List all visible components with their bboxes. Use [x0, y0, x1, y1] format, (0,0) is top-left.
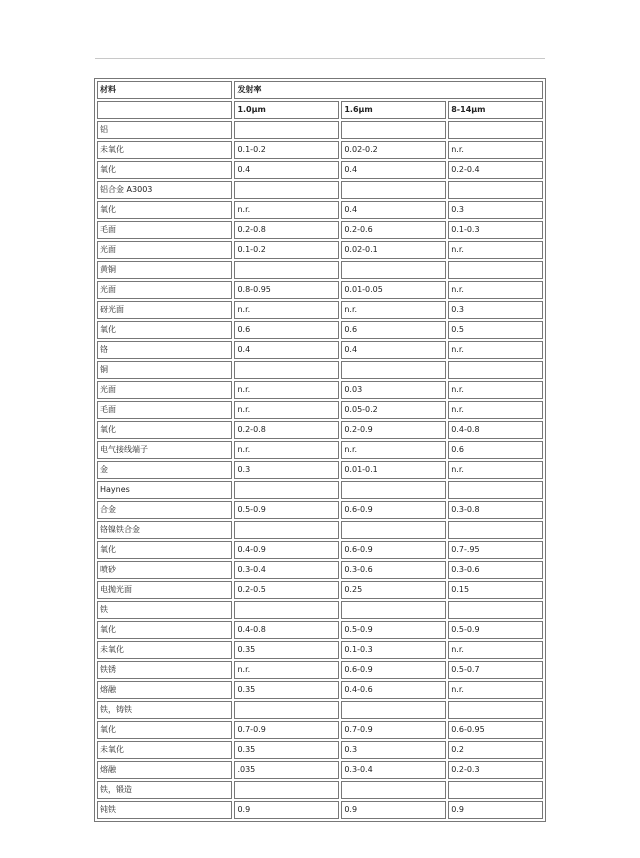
table-row [97, 221, 543, 239]
emissivity-cell [341, 601, 446, 619]
table-row [97, 701, 543, 719]
emissivity-cell: 0.1-0.2 [234, 241, 339, 259]
emissivity-cell: 0.5-0.9 [234, 501, 339, 519]
emissivity-cell [448, 121, 543, 139]
emissivity-cell: 0.8-0.95 [234, 281, 339, 299]
emissivity-cell: 0.2-0.9 [341, 421, 446, 439]
table-row [97, 441, 543, 459]
material-cell: 铁锈 [97, 661, 232, 679]
emissivity-cell [341, 781, 446, 799]
table-row [97, 201, 543, 219]
emissivity-cell [234, 521, 339, 539]
material-cell: 喷砂 [97, 561, 232, 579]
emissivity-cell [448, 361, 543, 379]
emissivity-cell [341, 701, 446, 719]
material-cell: 氧化 [97, 161, 232, 179]
material-cell: 光面 [97, 241, 232, 259]
emissivity-cell: 0.3-0.6 [341, 561, 446, 579]
emissivity-cell [448, 521, 543, 539]
table-row [97, 281, 543, 299]
material-cell: 氧化 [97, 421, 232, 439]
emissivity-cell [341, 121, 446, 139]
table-row [97, 661, 543, 679]
material-cell: 钝铁 [97, 801, 232, 819]
top-divider [95, 58, 545, 59]
emissivity-cell [341, 361, 446, 379]
emissivity-cell: 0.35 [234, 641, 339, 659]
table-row [97, 501, 543, 519]
emissivity-cell: 0.2-0.5 [234, 581, 339, 599]
table-row [97, 421, 543, 439]
emissivity-cell: 0.2-0.4 [448, 161, 543, 179]
emissivity-cell: 0.3 [448, 201, 543, 219]
emissivity-cell: 0.5-0.9 [448, 621, 543, 639]
material-cell: 毛面 [97, 221, 232, 239]
emissivity-cell: 0.2-0.3 [448, 761, 543, 779]
material-cell: 铁，锻造 [97, 781, 232, 799]
emissivity-cell: 0.15 [448, 581, 543, 599]
table-row [97, 461, 543, 479]
emissivity-cell: 0.4 [234, 341, 339, 359]
material-cell: 熔融 [97, 761, 232, 779]
table-row [97, 341, 543, 359]
emissivity-cell: n.r. [448, 141, 543, 159]
emissivity-cell [341, 521, 446, 539]
emissivity-cell: 0.4 [234, 161, 339, 179]
material-cell: 电气接线端子 [97, 441, 232, 459]
emissivity-cell: 0.1-0.2 [234, 141, 339, 159]
material-header: 材料 [97, 81, 232, 99]
table-row [97, 141, 543, 159]
emissivity-cell: n.r. [448, 681, 543, 699]
material-cell: 铬镍铁合金 [97, 521, 232, 539]
table-row [97, 361, 543, 379]
table-row [97, 561, 543, 579]
emissivity-cell: 0.3-0.8 [448, 501, 543, 519]
table-row [97, 481, 543, 499]
material-cell: 未氧化 [97, 141, 232, 159]
emissivity-cell: 0.4 [341, 341, 446, 359]
material-cell: 氧化 [97, 541, 232, 559]
emissivity-cell: 0.5 [448, 321, 543, 339]
material-cell: 熔融 [97, 681, 232, 699]
emissivity-cell: 0.3-0.6 [448, 561, 543, 579]
material-cell: 未氧化 [97, 741, 232, 759]
emissivity-cell: 0.4 [341, 201, 446, 219]
emissivity-cell: 0.35 [234, 681, 339, 699]
material-cell: 合金 [97, 501, 232, 519]
material-cell: 金 [97, 461, 232, 479]
table-row [97, 641, 543, 659]
emissivity-cell [448, 701, 543, 719]
table-row [97, 721, 543, 739]
material-cell: 氧化 [97, 721, 232, 739]
table-row [97, 321, 543, 339]
wavelength-row [97, 101, 543, 119]
emissivity-cell [341, 481, 446, 499]
emissivity-cell: 0.2-0.6 [341, 221, 446, 239]
material-cell: 铝合金 A3003 [97, 181, 232, 199]
material-cell: 黄铜 [97, 261, 232, 279]
emissivity-cell: 0.4-0.8 [234, 621, 339, 639]
emissivity-cell: 0.7-0.9 [234, 721, 339, 739]
material-cell: 铝 [97, 121, 232, 139]
emissivity-cell [234, 121, 339, 139]
emissivity-cell: 0.3 [448, 301, 543, 319]
material-cell: 砑光面 [97, 301, 232, 319]
material-cell: 光面 [97, 381, 232, 399]
table-row [97, 521, 543, 539]
material-cell: 铬 [97, 341, 232, 359]
emissivity-cell: 0.4-0.9 [234, 541, 339, 559]
table-row [97, 241, 543, 259]
material-cell: 电抛光面 [97, 581, 232, 599]
emissivity-cell: 0.9 [234, 801, 339, 819]
emissivity-cell: .035 [234, 761, 339, 779]
emissivity-cell: 0.9 [448, 801, 543, 819]
emissivity-cell: 0.6 [341, 321, 446, 339]
emissivity-cell: 0.6 [234, 321, 339, 339]
emissivity-cell: n.r. [448, 641, 543, 659]
table-row [97, 261, 543, 279]
emissivity-cell [234, 601, 339, 619]
material-cell: 铁 [97, 601, 232, 619]
emissivity-cell: 0.9 [341, 801, 446, 819]
emissivity-cell: 0.6-0.9 [341, 501, 446, 519]
wavelength-header: 1.6μm [341, 101, 446, 119]
emissivity-cell [448, 781, 543, 799]
emissivity-cell: 0.1-0.3 [341, 641, 446, 659]
emissivity-cell [448, 601, 543, 619]
emissivity-cell: 0.2 [448, 741, 543, 759]
emissivity-cell [448, 481, 543, 499]
material-cell: 铜 [97, 361, 232, 379]
emissivity-cell: 0.6 [448, 441, 543, 459]
emissivity-cell [448, 261, 543, 279]
emissivity-cell: 0.35 [234, 741, 339, 759]
emissivity-cell [234, 261, 339, 279]
emissivity-cell: n.r. [448, 401, 543, 419]
emissivity-cell: 0.5-0.7 [448, 661, 543, 679]
emissivity-cell [234, 181, 339, 199]
header-row [97, 81, 543, 99]
material-cell: 光面 [97, 281, 232, 299]
table-row [97, 121, 543, 139]
table-row [97, 181, 543, 199]
material-cell: 氧化 [97, 321, 232, 339]
material-cell: 未氧化 [97, 641, 232, 659]
emissivity-table [94, 78, 546, 822]
table-row [97, 741, 543, 759]
emissivity-cell: 0.01-0.05 [341, 281, 446, 299]
emissivity-cell: 0.1-0.3 [448, 221, 543, 239]
emissivity-cell [341, 181, 446, 199]
emissivity-cell: 0.4-0.6 [341, 681, 446, 699]
emissivity-cell: 0.4 [341, 161, 446, 179]
emissivity-cell: 0.3 [341, 741, 446, 759]
table-row [97, 801, 543, 819]
emissivity-cell: n.r. [448, 281, 543, 299]
emissivity-cell [234, 361, 339, 379]
table-row [97, 381, 543, 399]
emissivity-cell: 0.6-0.9 [341, 541, 446, 559]
wavelength-header: 1.0μm [234, 101, 339, 119]
table-row [97, 581, 543, 599]
emissivity-cell [234, 781, 339, 799]
emissivity-cell: 0.3-0.4 [341, 761, 446, 779]
emissivity-cell: 0.25 [341, 581, 446, 599]
material-cell: 铁，铸铁 [97, 701, 232, 719]
emissivity-cell: 0.02-0.2 [341, 141, 446, 159]
emissivity-cell: 0.02-0.1 [341, 241, 446, 259]
material-cell: 氧化 [97, 201, 232, 219]
emissivity-cell [448, 181, 543, 199]
emissivity-cell: 0.7-0.9 [341, 721, 446, 739]
emissivity-cell: n.r. [448, 381, 543, 399]
emissivity-cell: n.r. [341, 301, 446, 319]
table-row [97, 161, 543, 179]
emissivity-header: 发射率 [234, 81, 543, 99]
emissivity-cell: 0.7-.95 [448, 541, 543, 559]
emissivity-cell: n.r. [234, 381, 339, 399]
emissivity-cell: 0.2-0.8 [234, 221, 339, 239]
wavelength-blank-cell [97, 101, 232, 119]
emissivity-cell: n.r. [448, 461, 543, 479]
emissivity-cell: n.r. [234, 201, 339, 219]
material-cell: Haynes [97, 481, 232, 499]
table-row [97, 541, 543, 559]
emissivity-cell: n.r. [234, 441, 339, 459]
emissivity-cell [341, 261, 446, 279]
material-cell: 毛面 [97, 401, 232, 419]
emissivity-cell: 0.2-0.8 [234, 421, 339, 439]
table-row [97, 401, 543, 419]
emissivity-cell [234, 701, 339, 719]
emissivity-cell: n.r. [341, 441, 446, 459]
material-cell: 氧化 [97, 621, 232, 639]
table-row [97, 681, 543, 699]
table-row [97, 601, 543, 619]
emissivity-cell: n.r. [234, 301, 339, 319]
emissivity-cell: 0.05-0.2 [341, 401, 446, 419]
emissivity-cell: 0.5-0.9 [341, 621, 446, 639]
emissivity-cell: 0.01-0.1 [341, 461, 446, 479]
emissivity-cell: n.r. [234, 661, 339, 679]
table-row [97, 301, 543, 319]
emissivity-cell [234, 481, 339, 499]
emissivity-cell: 0.3 [234, 461, 339, 479]
emissivity-cell: n.r. [448, 241, 543, 259]
table-row [97, 761, 543, 779]
emissivity-cell: 0.6-0.95 [448, 721, 543, 739]
emissivity-cell: n.r. [448, 341, 543, 359]
wavelength-header: 8-14μm [448, 101, 543, 119]
emissivity-cell: 0.6-0.9 [341, 661, 446, 679]
emissivity-cell: 0.03 [341, 381, 446, 399]
emissivity-cell: n.r. [234, 401, 339, 419]
emissivity-cell: 0.3-0.4 [234, 561, 339, 579]
table-row [97, 781, 543, 799]
table-row [97, 621, 543, 639]
emissivity-cell: 0.4-0.8 [448, 421, 543, 439]
